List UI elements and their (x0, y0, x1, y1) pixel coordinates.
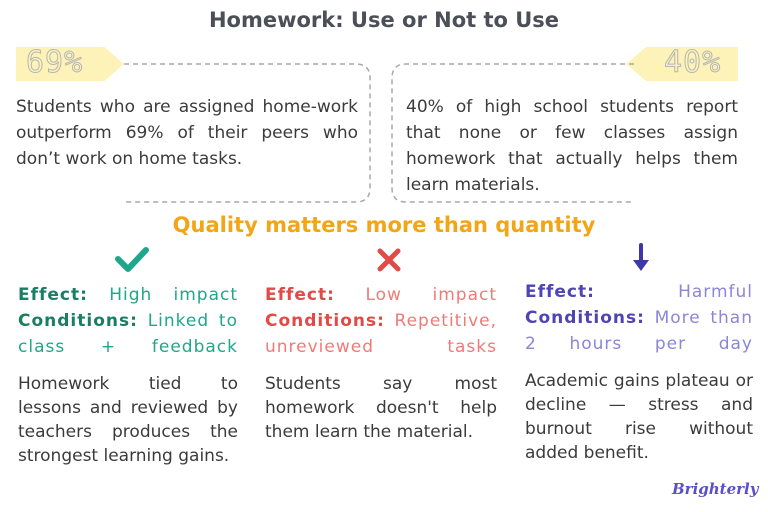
column-high-impact (18, 282, 238, 468)
column-low-impact (265, 282, 497, 444)
x-icon (375, 246, 403, 274)
check-icon (114, 245, 150, 273)
conditions-label: Conditions: (18, 311, 138, 331)
conditions-value: Linked to (147, 311, 238, 331)
conditions-row (18, 308, 238, 334)
column-harmful (525, 279, 753, 465)
effect-row (265, 282, 497, 308)
conditions-value-continued: unreviewed tasks (265, 337, 497, 357)
conditions-label: Conditions: (525, 308, 645, 328)
conditions-value: More than (654, 308, 753, 328)
effect-value: High impact (109, 285, 239, 305)
conditions-row (265, 308, 497, 334)
conditions-label: Conditions: (265, 311, 385, 331)
conditions-value-continued: class + feedback (18, 337, 238, 357)
column-body: Homework tied to lessons and reviewed by teachers produces the strongest learning gains. (18, 374, 238, 466)
page-title: Homework: Use or Not to Use (208, 8, 560, 32)
effect-row (18, 282, 238, 308)
arrow-down-icon (630, 243, 652, 275)
column-body: Students say most homework doesn't help them learn the material. (265, 374, 497, 442)
conditions-row (525, 305, 753, 331)
effect-label: Effect: (525, 282, 595, 302)
conditions-value: Repetitive, (394, 311, 497, 331)
effect-value: Low impact (365, 285, 498, 305)
effect-label: Effect: (18, 285, 88, 305)
percent-right: 40% (664, 45, 722, 80)
stat-text-left: Students who are assigned home-work outperform 69% of their peers who don’t work on home tasks. (16, 97, 358, 169)
effect-row (525, 279, 753, 305)
effect-label: Effect: (265, 285, 335, 305)
brand-logo: Brighterly (672, 480, 759, 498)
percent-left: 69% (26, 45, 84, 80)
stat-text-right: 40% of high school students report that none or few classes assign homework that actually helps them learn materials. (406, 97, 738, 195)
effect-value: Harmful (678, 282, 753, 302)
column-body: Academic gains plateau or decline — stress and burnout rise without added benefit. (525, 371, 753, 463)
section-subtitle: Quality matters more than quantity (172, 213, 596, 237)
conditions-value-continued: 2 hours per day (525, 334, 753, 354)
